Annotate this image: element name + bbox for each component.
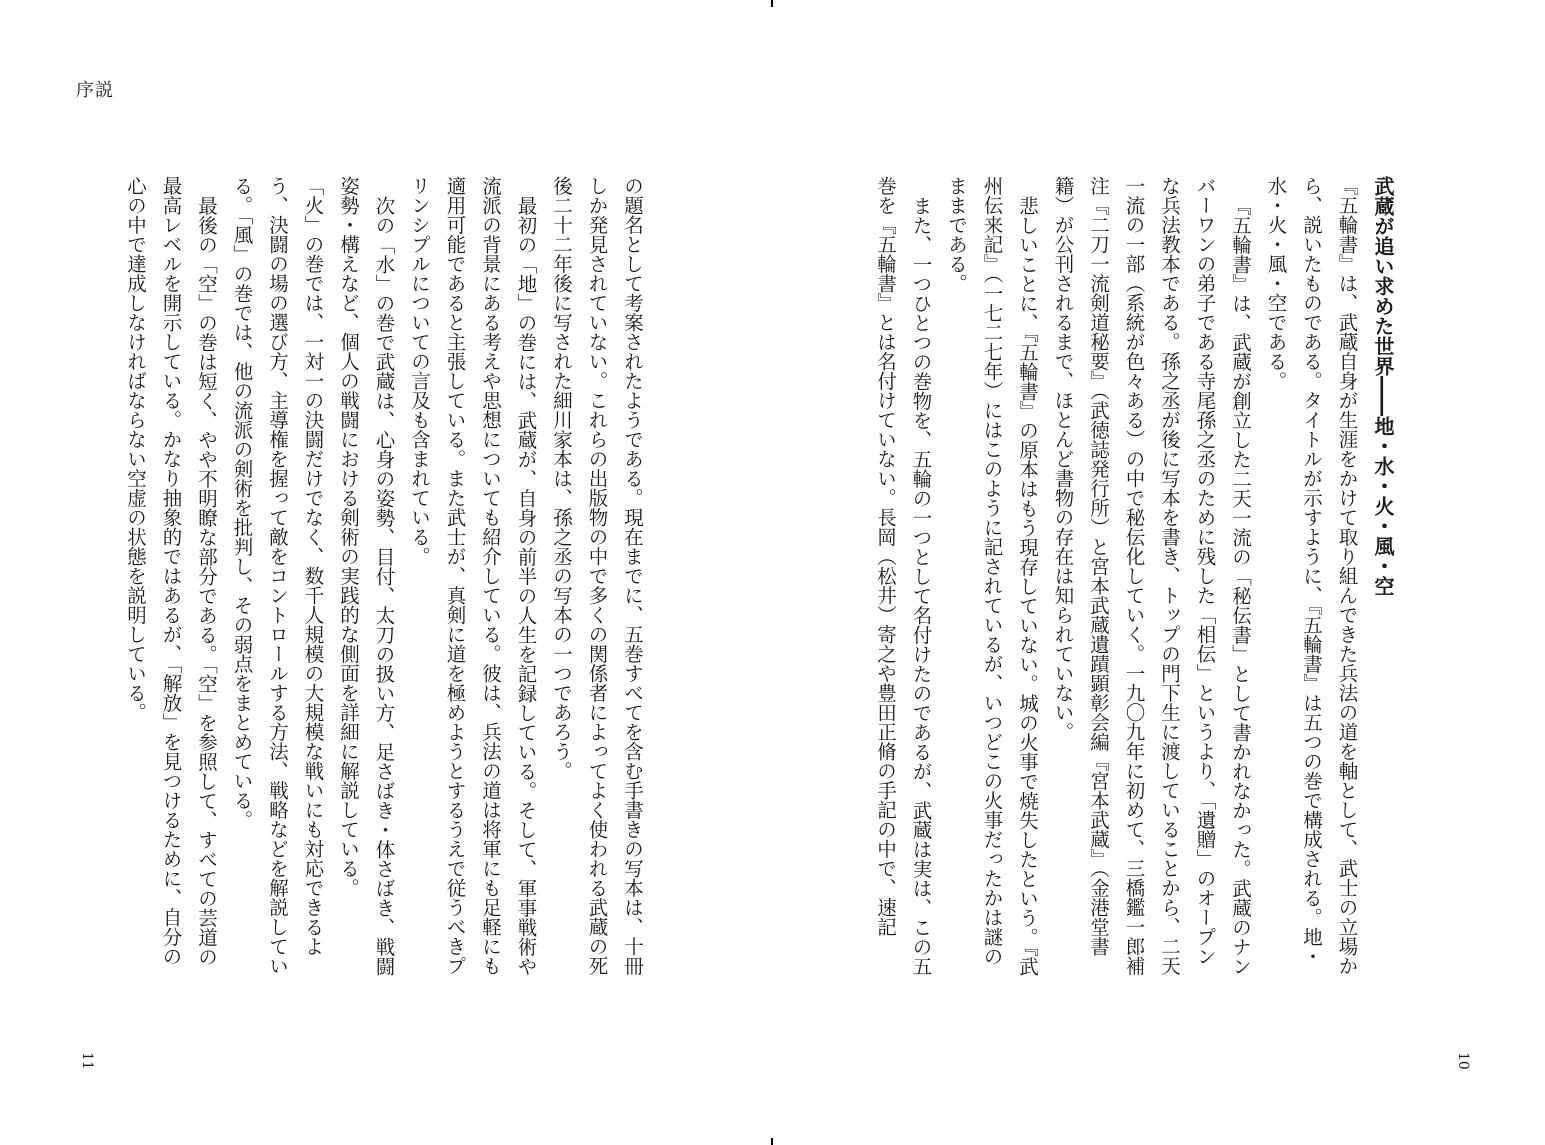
page-number-left: 11 xyxy=(79,1052,95,1070)
paragraph: 最後の「空」の巻は短く、やや不明瞭な部分である。「空」を参照して、すべての芸道の最高レベルを開示している。かなり抽象的ではあるが、「解放」を見つけるために、自分の心の中で達成しなければならない空虚の状態を説明している。 xyxy=(124,176,218,966)
right-page-text xyxy=(874,176,1400,976)
paragraph: 『五輪書』は、武蔵が創立した二天一流の「秘伝書」として書かれなかった。武蔵のナンバーワンの弟子である寺尾孫之丞のために残した「相伝」というより、「遺贈」のオープンな兵法教本である。孫之丞が後に写本を書き、トップの門下生に渡していることから、二天一流の一部（系統が色々ある）の中で秘伝化していく。一九〇九年に初めて、三橋鑑一郎補注『二刀一流剣道秘要』（武徳誌発行所）と宮本武蔵遺蹟顕彰会編『宮本武蔵』（金港堂書籍）が公刊されるまで、ほとんど書物の存在は知られていない。 xyxy=(1051,176,1252,976)
paragraph: 『五輪書』は、武蔵自身が生涯をかけて取り組んできた兵法の道を軸として、武士の立場から、説いたものである。タイトルが示すように、『五輪書』は五つの巻で構成される。地・水・火・風・空である。 xyxy=(1264,176,1359,976)
paragraph: 最初の「地」の巻には、武蔵が、自身の前半の人生を記録している。そして、軍事戦術や流派の背景にある考えや思想についても紹介している。彼は、兵法の道は将軍にも足軽にも適用可能であると主張している。また武士が、真剣に道を極めようとするうえで従うべきプリンシプルについての言及も含まれている。 xyxy=(408,176,538,976)
crop-mark-top xyxy=(771,0,773,7)
paragraph: また、一つひとつの巻物を、五輪の一つとして名付けたのであるが、武蔵は実は、この五巻を『五輪書』とは名付けていない。長岡（松井）寄之や豊田正脩の手記の中で、速記 xyxy=(874,176,933,976)
left-page-text xyxy=(120,176,650,976)
running-head: 序説 xyxy=(76,80,114,101)
paragraph: 次の「水」の巻で武蔵は、心身の姿勢、目付、太刀の扱い方、足さばき・体さばき、戦闘姿勢・構えなど、個人の戦闘における剣術の実践的な側面を詳細に解説している。 xyxy=(337,176,396,976)
page-number-right: 10 xyxy=(1455,1052,1471,1070)
section-heading: 武蔵が追い求めた世界――地・水・火・風・空 xyxy=(1371,176,1395,596)
paragraph: 「火」の巻では、一対一の決闘だけでなく、数千人規模の大規模な戦いにも対応できるよう、決闘の場の選び方、主導権を握って敵をコントロールする方法、戦略などを解説している。「風」の巻では、他の流派の剣術を批判し、その弱点をまとめている。 xyxy=(230,176,325,976)
paragraph: の題名として考案されたようである。現在までに、五巻すべてを含む手書きの写本は、十冊しか発見されていない。これらの出版物の中で多くの関係者によってよく使われる武蔵の死後二十二年後に写された細川家本は、孫之丞の写本の一つであろう。 xyxy=(550,176,644,976)
paragraph: 悲しいことに、『五輪書』の原本はもう現存していない。城の火事で焼失したという。『武州伝来記』（一七二七年）にはこのように記されているが、いつどこの火事だったかは謎のままである。 xyxy=(945,176,1039,976)
crop-mark-bottom xyxy=(771,1138,773,1145)
